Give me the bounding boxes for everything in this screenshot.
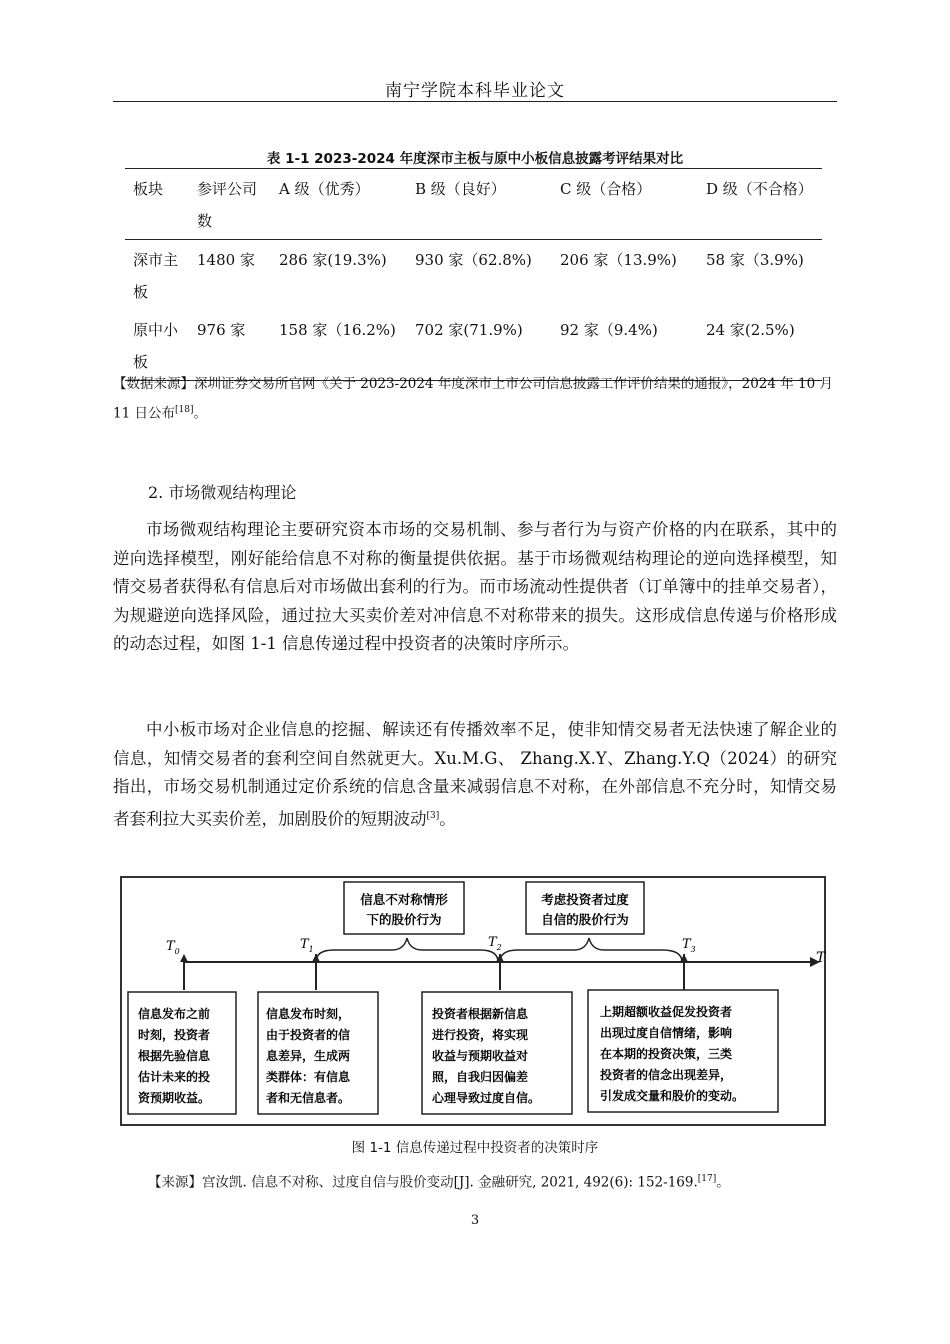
svg-text:由于投资者的信: 由于投资者的信 bbox=[266, 1028, 351, 1042]
table-cell: 930 家（62.8%) bbox=[415, 251, 532, 269]
body-paragraph: 市场微观结构理论主要研究资本市场的交易机制、参与者行为与资产价格的内在联系，其中的逆向选择模型，刚好能给信息不对称的衡量提供依据。基于市场微观结构理论的逆向选择模型，知情交易者获得私有信息后对市场做出套利的行为。而市场流动性提供者（订单簿中的挂单交易者），为规避逆向选择风险，通过拉大买卖价差对冲信息不对称带来的损失。这形成信息传递与价格形成的动态过程，如图 1-1 信息传递过程中投资者的决策时序所示。 bbox=[113, 520, 837, 653]
svg-text:类群体：有信息: 类群体：有信息 bbox=[266, 1070, 351, 1084]
svg-text:上期超额收益促发投资者: 上期超额收益促发投资者 bbox=[600, 1005, 733, 1019]
time-label-t1: $T_1$ bbox=[300, 937, 314, 954]
svg-text:时刻，投资者: 时刻，投资者 bbox=[138, 1028, 211, 1042]
figure-source-end: 。 bbox=[716, 1174, 730, 1191]
header-divider bbox=[113, 101, 837, 102]
stage-box-text-t2 bbox=[431, 1006, 540, 1105]
time-label-t3: $T_3$ bbox=[682, 937, 696, 954]
decision-timeline-figure bbox=[120, 876, 826, 1126]
table-cell: 286 家(19.3%) bbox=[279, 251, 387, 269]
table-cell: 原中小板 bbox=[133, 321, 179, 371]
table-cell: 206 家（13.9%) bbox=[560, 251, 677, 269]
figure-source-text: 【来源】宫汝凯. 信息不对称、过度自信与股价变动[J]. 金融研究, 2021, 492(6): 152-169. bbox=[148, 1174, 698, 1191]
table-caption: 表 1-1 2023-2024 年度深市主板与原中小板信息披露考评结果对比 bbox=[266, 151, 684, 167]
svg-text:在本期的投资决策，三类: 在本期的投资决策，三类 bbox=[600, 1047, 733, 1061]
brace-right bbox=[500, 938, 682, 962]
axis-label: T bbox=[816, 950, 826, 966]
svg-text:投资者的信念出现差异，: 投资者的信念出现差异， bbox=[600, 1068, 733, 1082]
table-cell: 深市主板 bbox=[133, 251, 179, 301]
table-row bbox=[125, 240, 822, 311]
top-box-text: 自信的股价行为 bbox=[541, 912, 629, 927]
svg-text:者和无信息者。: 者和无信息者。 bbox=[266, 1091, 351, 1105]
paragraph-end: 。 bbox=[439, 809, 456, 828]
top-box-text: 下的股价行为 bbox=[366, 912, 442, 927]
table-source-note bbox=[113, 371, 837, 427]
figure-source-note bbox=[148, 1166, 848, 1196]
timeline-diagram bbox=[122, 878, 824, 1124]
running-header: 南宁学院本科毕业论文 bbox=[385, 81, 565, 101]
table-header-cell: 板块 bbox=[133, 180, 164, 198]
table-cell: 24 家(2.5%) bbox=[706, 321, 795, 339]
time-label-t2: $T_2$ bbox=[488, 935, 502, 952]
svg-text:心理导致过度自信。: 心理导致过度自信。 bbox=[432, 1091, 541, 1105]
table-header-cell: C 级（合格） bbox=[560, 180, 652, 198]
table-cell: 92 家（9.4%) bbox=[560, 321, 658, 339]
svg-text:信息发布时刻，: 信息发布时刻， bbox=[266, 1007, 351, 1021]
top-box-text: 考虑投资者过度 bbox=[541, 892, 629, 907]
body-paragraph bbox=[113, 716, 837, 834]
table-header-cell: 参评公司数 bbox=[197, 180, 258, 230]
svg-text:息差异，生成两: 息差异，生成两 bbox=[266, 1049, 351, 1063]
svg-text:信息发布之前: 信息发布之前 bbox=[138, 1007, 211, 1021]
stage-box-text-t3 bbox=[600, 1004, 744, 1103]
svg-text:照，自我归因偏差: 照，自我归因偏差 bbox=[432, 1070, 529, 1084]
figure-caption: 图 1-1 信息传递过程中投资者的决策时序 bbox=[351, 1140, 599, 1156]
table-cell: 702 家(71.9%) bbox=[415, 321, 523, 339]
citation-ref: [17] bbox=[697, 1174, 717, 1184]
svg-text:投资者根据新信息: 投资者根据新信息 bbox=[432, 1007, 529, 1021]
table-cell: 58 家（3.9%) bbox=[706, 251, 804, 269]
table-cell: 976 家 bbox=[197, 321, 246, 339]
table-source-text: 【数据来源】深圳证券交易所官网《关于 2023-2024 年度深市上市公司信息披露工作评价结果的通报》，2024 年 10 月 11 日公布 bbox=[113, 376, 834, 422]
citation-ref: [3] bbox=[426, 810, 440, 821]
table-header-row bbox=[125, 169, 822, 240]
table-row bbox=[125, 310, 822, 381]
svg-text:出现过度自信情绪，影响: 出现过度自信情绪，影响 bbox=[600, 1026, 733, 1040]
brace-left bbox=[316, 938, 498, 962]
page-number: 3 bbox=[470, 1213, 480, 1228]
svg-text:进行投资，将实现: 进行投资，将实现 bbox=[432, 1028, 529, 1042]
stage-box-text-t1 bbox=[266, 1006, 351, 1105]
table-header-cell: B 级（良好） bbox=[415, 180, 506, 198]
table-header-cell: A 级（优秀） bbox=[279, 180, 370, 198]
table-cell: 1480 家 bbox=[197, 251, 255, 269]
svg-text:资预期收益。: 资预期收益。 bbox=[138, 1091, 211, 1105]
citation-ref: [18] bbox=[174, 405, 194, 415]
svg-text:根据先验信息: 根据先验信息 bbox=[138, 1049, 211, 1063]
time-label-t0: $T_0$ bbox=[166, 939, 180, 956]
stage-box-text-t0 bbox=[138, 1006, 211, 1105]
table-cell: 158 家（16.2%) bbox=[279, 321, 396, 339]
table-source-end: 。 bbox=[193, 405, 207, 422]
section-heading: 2. 市场微观结构理论 bbox=[148, 483, 297, 502]
disclosure-rating-table bbox=[125, 168, 822, 381]
svg-text:引发成交量和股价的变动。: 引发成交量和股价的变动。 bbox=[600, 1089, 745, 1103]
paragraph-text: 中小板市场对企业信息的挖掘、解读还有传播效率不足，使非知情交易者无法快速了解企业的信息，知情交易者的套利空间自然就更大。Xu.M.G、 Zhang.X.Y、Zhang.Y.Q（2024）的研究指出，市场交易机制通过定价系统的信息含量来减弱信息不对称，在外部信息不充分时，知情交易者套利拉大买卖价差，加剧股价的短期波动 bbox=[113, 720, 837, 828]
svg-text:收益与预期收益对: 收益与预期收益对 bbox=[432, 1049, 529, 1063]
table-header-cell: D 级（不合格） bbox=[706, 180, 813, 198]
top-box-text: 信息不对称情形 bbox=[360, 892, 448, 907]
svg-text:估计未来的投: 估计未来的投 bbox=[138, 1070, 211, 1084]
